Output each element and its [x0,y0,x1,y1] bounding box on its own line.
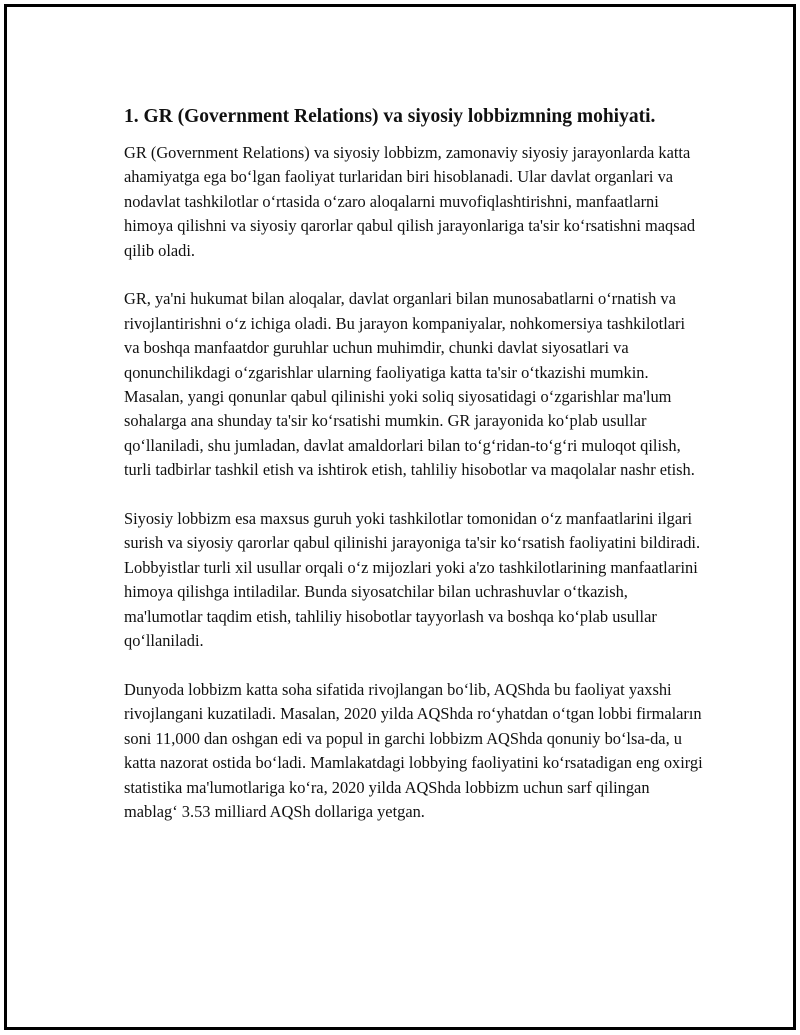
paragraph-3: Siyosiy lobbizm esa maxsus guruh yoki tashkilotlar tomonidan o‘z manfaatlarini ilgari surish va siyosiy qarorlar qabul qilinishi jarayoniga ta'sir ko‘rsatish faoliyatini bildiradi. Lobbyistlar turli xil usullar orqali o‘z mijozlari yoki a'zo tashkilotlarining manfaatlarini himoya qilishga intiladilar. Bunda siyosatchilar bilan uchrashuvlar o‘tkazish, ma'lumotlar taqdim etish, tahliliy hisobotlar tayyorlash va boshqa ko‘plab usullar qo‘llaniladi. [124,509,701,651]
paragraph-1: GR (Government Relations) va siyosiy lobbizm, zamonaviy siyosiy jarayonlarda katta ahamiyatga ega bo‘lgan faoliyat turlaridan biri hisoblanadi. Ular davlat organlari va nodavlat tashkilotlar o‘rtasida o‘zaro aloqalarni muvofiqlashtirishni, manfaatlarni himoya qilishni va siyosiy qarorlar qabul qilish jarayonlariga ta'sir ko‘rsatishni maqsad qilib oladi. [124,143,696,260]
page-frame [4,4,796,1030]
paragraph-2: GR, ya'ni hukumat bilan aloqalar, davlat organlari bilan munosabatlarni o‘rnatish va rivojlantirishni o‘z ichiga oladi. Bu jarayon kompaniyalar, nohkomersiya tashkilotlari va boshqa manfaatdor guruhlar uchun muhimdir, chunki davlat siyosatlari va qonunchilikdagi o‘zgarishlar ularning faoliyatiga katta ta'sir o‘tkazishi mumkin. Masalan, yangi qonunlar qabul qilinishi yoki soliq siyosatidagi o‘zgarishlar ma'lum sohalarga ana shunday ta'sir ko‘rsatishi mumkin. GR jarayonida ko‘plab usullar qo‘llaniladi, shu jumladan, davlat amaldorlari bilan to‘g‘ridan-to‘g‘ri muloqot qilish, turli tadbirlar tashkil etish va ishtirok etish, tahliliy hisobotlar va maqolalar nashr etish. [124,289,695,480]
section-title: 1. GR (Government Relations) va siyosiy lobbizmning mohiyati. [124,106,656,127]
document-body [124,103,704,849]
paragraph-4: Dunyoda lobbizm katta soha sifatida rivojlangan bo‘lib, AQShda bu faoliyat yaxshi rivojlangani kuzatiladi. Masalan, 2020 yilda AQShda ro‘yhatdan o‘tgan lobbi firmaların soni 11,000 dan oshgan edi va popul in garchi lobbizm AQShda qonuniy bo‘lsa-da, u katta nazorat ostida bo‘ladi. Mamlakatdagi lobbying faoliyatini ko‘rsatadigan eng oxirgi statistika ma'lumotlariga ko‘ra, 2020 yilda AQShda lobbizm uchun sarf qilingan mablag‘ 3.53 milliard AQSh dollariga yetgan. [124,679,703,821]
